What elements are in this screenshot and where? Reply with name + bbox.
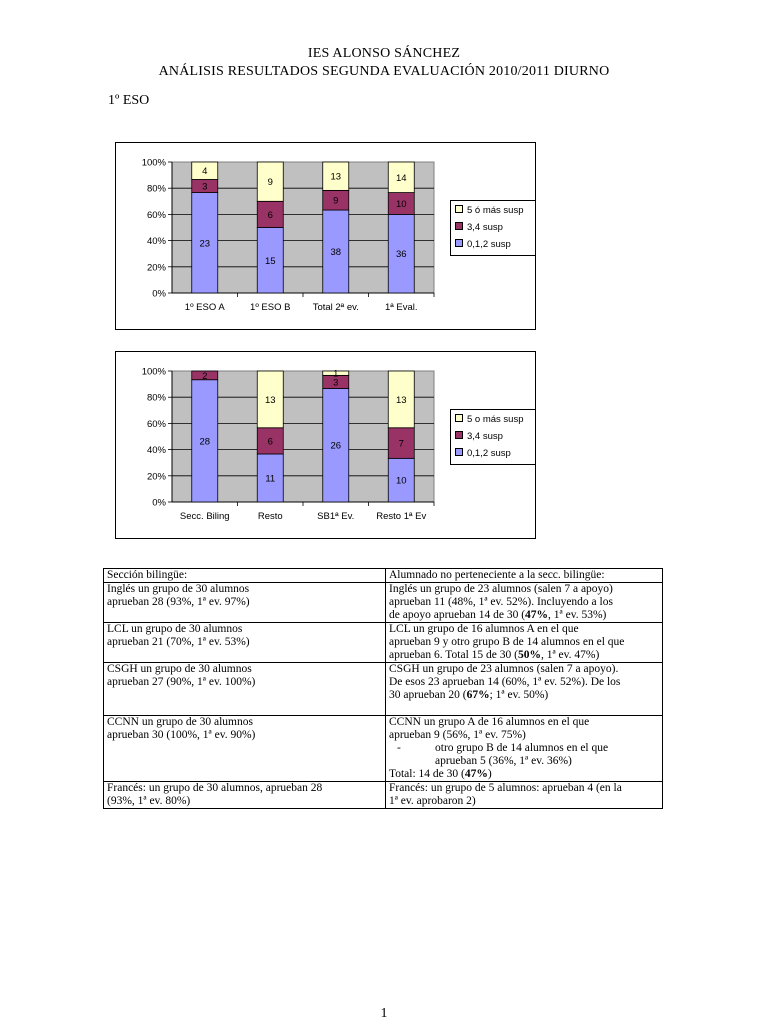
cell-line: Francés: un grupo de 5 alumnos: aprueban 4 (en la [389, 782, 622, 794]
y-tick-label: 20% [146, 471, 166, 483]
data-label: 3 [202, 181, 208, 193]
legend-swatch-pass [455, 448, 463, 456]
data-label: 6 [267, 209, 273, 221]
cell-csgh-bilingual [104, 663, 386, 716]
cell-line: CCNN un grupo de 30 alumnos [107, 716, 253, 728]
data-label: 10 [395, 198, 407, 210]
cell-line [389, 689, 659, 702]
y-tick-label: 0% [152, 288, 166, 300]
cell-csgh-rest [386, 663, 663, 716]
cell-text: 30 aprueban 20 ( [389, 689, 467, 701]
cell-ccnn-rest [386, 716, 663, 782]
legend-label-mid: 3,4 susp [467, 222, 503, 233]
list-item-line: otro grupo B de 14 alumnos en el que [435, 742, 609, 754]
results-table [103, 568, 663, 809]
legend-label-fail: 5 o más susp [467, 414, 524, 425]
data-label: 13 [395, 394, 407, 406]
data-label: 1 [333, 368, 339, 380]
data-label: 6 [267, 436, 273, 448]
legend-swatch-mid [455, 431, 463, 439]
legend-item-mid [455, 431, 503, 443]
cell-line: LCL un grupo de 30 alumnos [107, 623, 243, 635]
cell-ingles-rest [386, 583, 663, 623]
x-tick-label: Total 2ª ev. [312, 302, 359, 313]
chart-1eso-groups [115, 142, 536, 330]
legend-swatch-fail [455, 414, 463, 422]
data-label: 15 [264, 255, 276, 267]
y-tick-label: 60% [146, 209, 166, 221]
cell-line: aprueban 11 (48%, 1ª ev. 52%). Incluyendo a los [389, 596, 613, 608]
cell-text: , 1ª ev. 47%) [540, 649, 600, 661]
y-tick-label: 0% [152, 497, 166, 509]
table-row-lcl [104, 623, 663, 663]
table-row-frances [104, 782, 663, 809]
legend-item-mid [455, 222, 503, 234]
y-tick-label: 80% [146, 183, 166, 195]
x-tick-label: 1ª Eval. [384, 302, 418, 313]
cell-bold-percent: 47% [525, 609, 549, 621]
legend-item-pass [455, 239, 511, 251]
list-item [389, 742, 659, 768]
cell-bold-percent: 47% [464, 768, 488, 780]
y-tick-label: 40% [146, 445, 166, 457]
page-number: 1 [380, 1006, 388, 1021]
legend-label-fail: 5 ó más susp [467, 205, 524, 216]
cell-text: ) [487, 768, 492, 780]
cell-text: ; 1ª ev. 50%) [489, 689, 549, 701]
legend-item-fail [455, 414, 524, 426]
cell-line [389, 649, 659, 662]
header-bilingual: Sección bilingüe: [104, 569, 386, 583]
data-label: 26 [330, 440, 342, 452]
legend-item-fail [455, 205, 524, 217]
list-item-line: aprueban 5 (36%, 1ª ev. 36%) [435, 755, 572, 767]
cell-frances-rest [386, 782, 663, 809]
document-title: IES ALONSO SÁNCHEZ [307, 46, 461, 61]
data-label: 23 [199, 238, 211, 250]
cell-line: aprueban 30 (100%, 1ª ev. 90%) [107, 729, 256, 741]
data-label: 36 [395, 249, 407, 261]
data-label: 28 [199, 436, 211, 448]
cell-text: aprueban 6. Total 15 de 30 ( [389, 649, 518, 661]
cell-line: LCL un grupo de 16 alumnos A en el que [389, 623, 579, 635]
header-non-bilingual: Alumnado no perteneciente a la secc. bilingüe: [386, 569, 663, 583]
legend-label-mid: 3,4 susp [467, 431, 503, 442]
data-label: 4 [202, 166, 208, 178]
cell-line: CSGH un grupo de 30 alumnos [107, 663, 252, 675]
data-label: 13 [330, 171, 342, 183]
cell-line: (93%, 1ª ev. 80%) [107, 795, 191, 807]
legend-item-pass [455, 448, 511, 460]
table-header-row [104, 569, 663, 583]
y-tick-label: 80% [146, 392, 166, 404]
data-label: 11 [265, 473, 276, 485]
table-row-ingles [104, 583, 663, 623]
data-label: 38 [330, 247, 342, 259]
y-tick-label: 100% [141, 366, 166, 378]
cell-ccnn-bilingual [104, 716, 386, 782]
document-subtitle: ANÁLISIS RESULTADOS SEGUNDA EVALUACIÓN 2010/2011 DIURNO [158, 64, 610, 79]
cell-line: Inglés un grupo de 23 alumnos (salen 7 a apoyo) [389, 583, 613, 595]
cell-line [389, 768, 659, 781]
data-label: 10 [395, 475, 407, 487]
cell-ingles-bilingual [104, 583, 386, 623]
data-label: 7 [398, 438, 404, 450]
cell-line: 1ª ev. aprobaron 2) [389, 795, 476, 807]
cell-text: Total: 14 de 30 ( [389, 768, 465, 780]
chart-2-legend [450, 409, 536, 465]
cell-frances-bilingual [104, 782, 386, 809]
legend-swatch-pass [455, 239, 463, 247]
cell-line: De esos 23 aprueban 14 (60%, 1ª ev. 52%). De los [389, 676, 621, 688]
legend-label-pass: 0,1,2 susp [467, 448, 511, 459]
y-tick-label: 40% [146, 236, 166, 248]
cell-lcl-bilingual [104, 623, 386, 663]
legend-swatch-mid [455, 222, 463, 230]
cell-lcl-rest [386, 623, 663, 663]
x-tick-label: Secc. Biling [179, 511, 230, 522]
data-label: 3 [333, 377, 339, 389]
x-tick-label: Resto 1ª Ev [376, 511, 427, 522]
cell-line: CCNN un grupo A de 16 alumnos en el que [389, 716, 590, 728]
data-label: 9 [267, 177, 273, 189]
legend-swatch-fail [455, 205, 463, 213]
list-dash: - [397, 742, 401, 754]
y-tick-label: 20% [146, 262, 166, 274]
y-tick-label: 60% [146, 418, 166, 430]
data-label: 13 [264, 394, 276, 406]
cell-line: aprueban 27 (90%, 1ª ev. 100%) [107, 676, 256, 688]
cell-line: aprueban 9 y otro grupo B de 14 alumnos en el que [389, 636, 625, 648]
cell-bold-percent: 50% [517, 649, 541, 661]
cell-text: , 1ª ev. 53%) [548, 609, 607, 621]
x-tick-label: SB1ª Ev. [317, 511, 355, 522]
cell-line: Francés: un grupo de 30 alumnos, aprueban 28 [107, 782, 323, 794]
data-label: 2 [202, 370, 208, 382]
chart-1-legend [450, 200, 536, 256]
y-tick-label: 100% [141, 157, 166, 169]
cell-bold-percent: 67% [466, 689, 490, 701]
data-label: 14 [395, 172, 407, 184]
chart-bilingual [115, 351, 536, 539]
cell-line: CSGH un grupo de 23 alumnos (salen 7 a apoyo). [389, 663, 619, 675]
table-row-ccnn [104, 716, 663, 782]
cell-line: aprueban 21 (70%, 1ª ev. 53%) [107, 636, 250, 648]
cell-line: aprueban 9 (56%, 1ª ev. 75%) [389, 729, 526, 741]
x-tick-label: Resto [257, 511, 283, 522]
cell-line: aprueban 28 (93%, 1ª ev. 97%) [107, 596, 250, 608]
cell-line: Inglés un grupo de 30 alumnos [107, 583, 250, 595]
data-label: 9 [333, 195, 339, 207]
course-heading: 1º ESO [108, 93, 150, 108]
table-row-csgh [104, 663, 663, 716]
cell-line [389, 609, 659, 622]
x-tick-label: 1º ESO A [184, 302, 225, 313]
x-tick-label: 1º ESO B [250, 302, 291, 313]
cell-text: de apoyo aprueban 14 de 30 ( [389, 609, 526, 621]
legend-label-pass: 0,1,2 susp [467, 239, 511, 250]
